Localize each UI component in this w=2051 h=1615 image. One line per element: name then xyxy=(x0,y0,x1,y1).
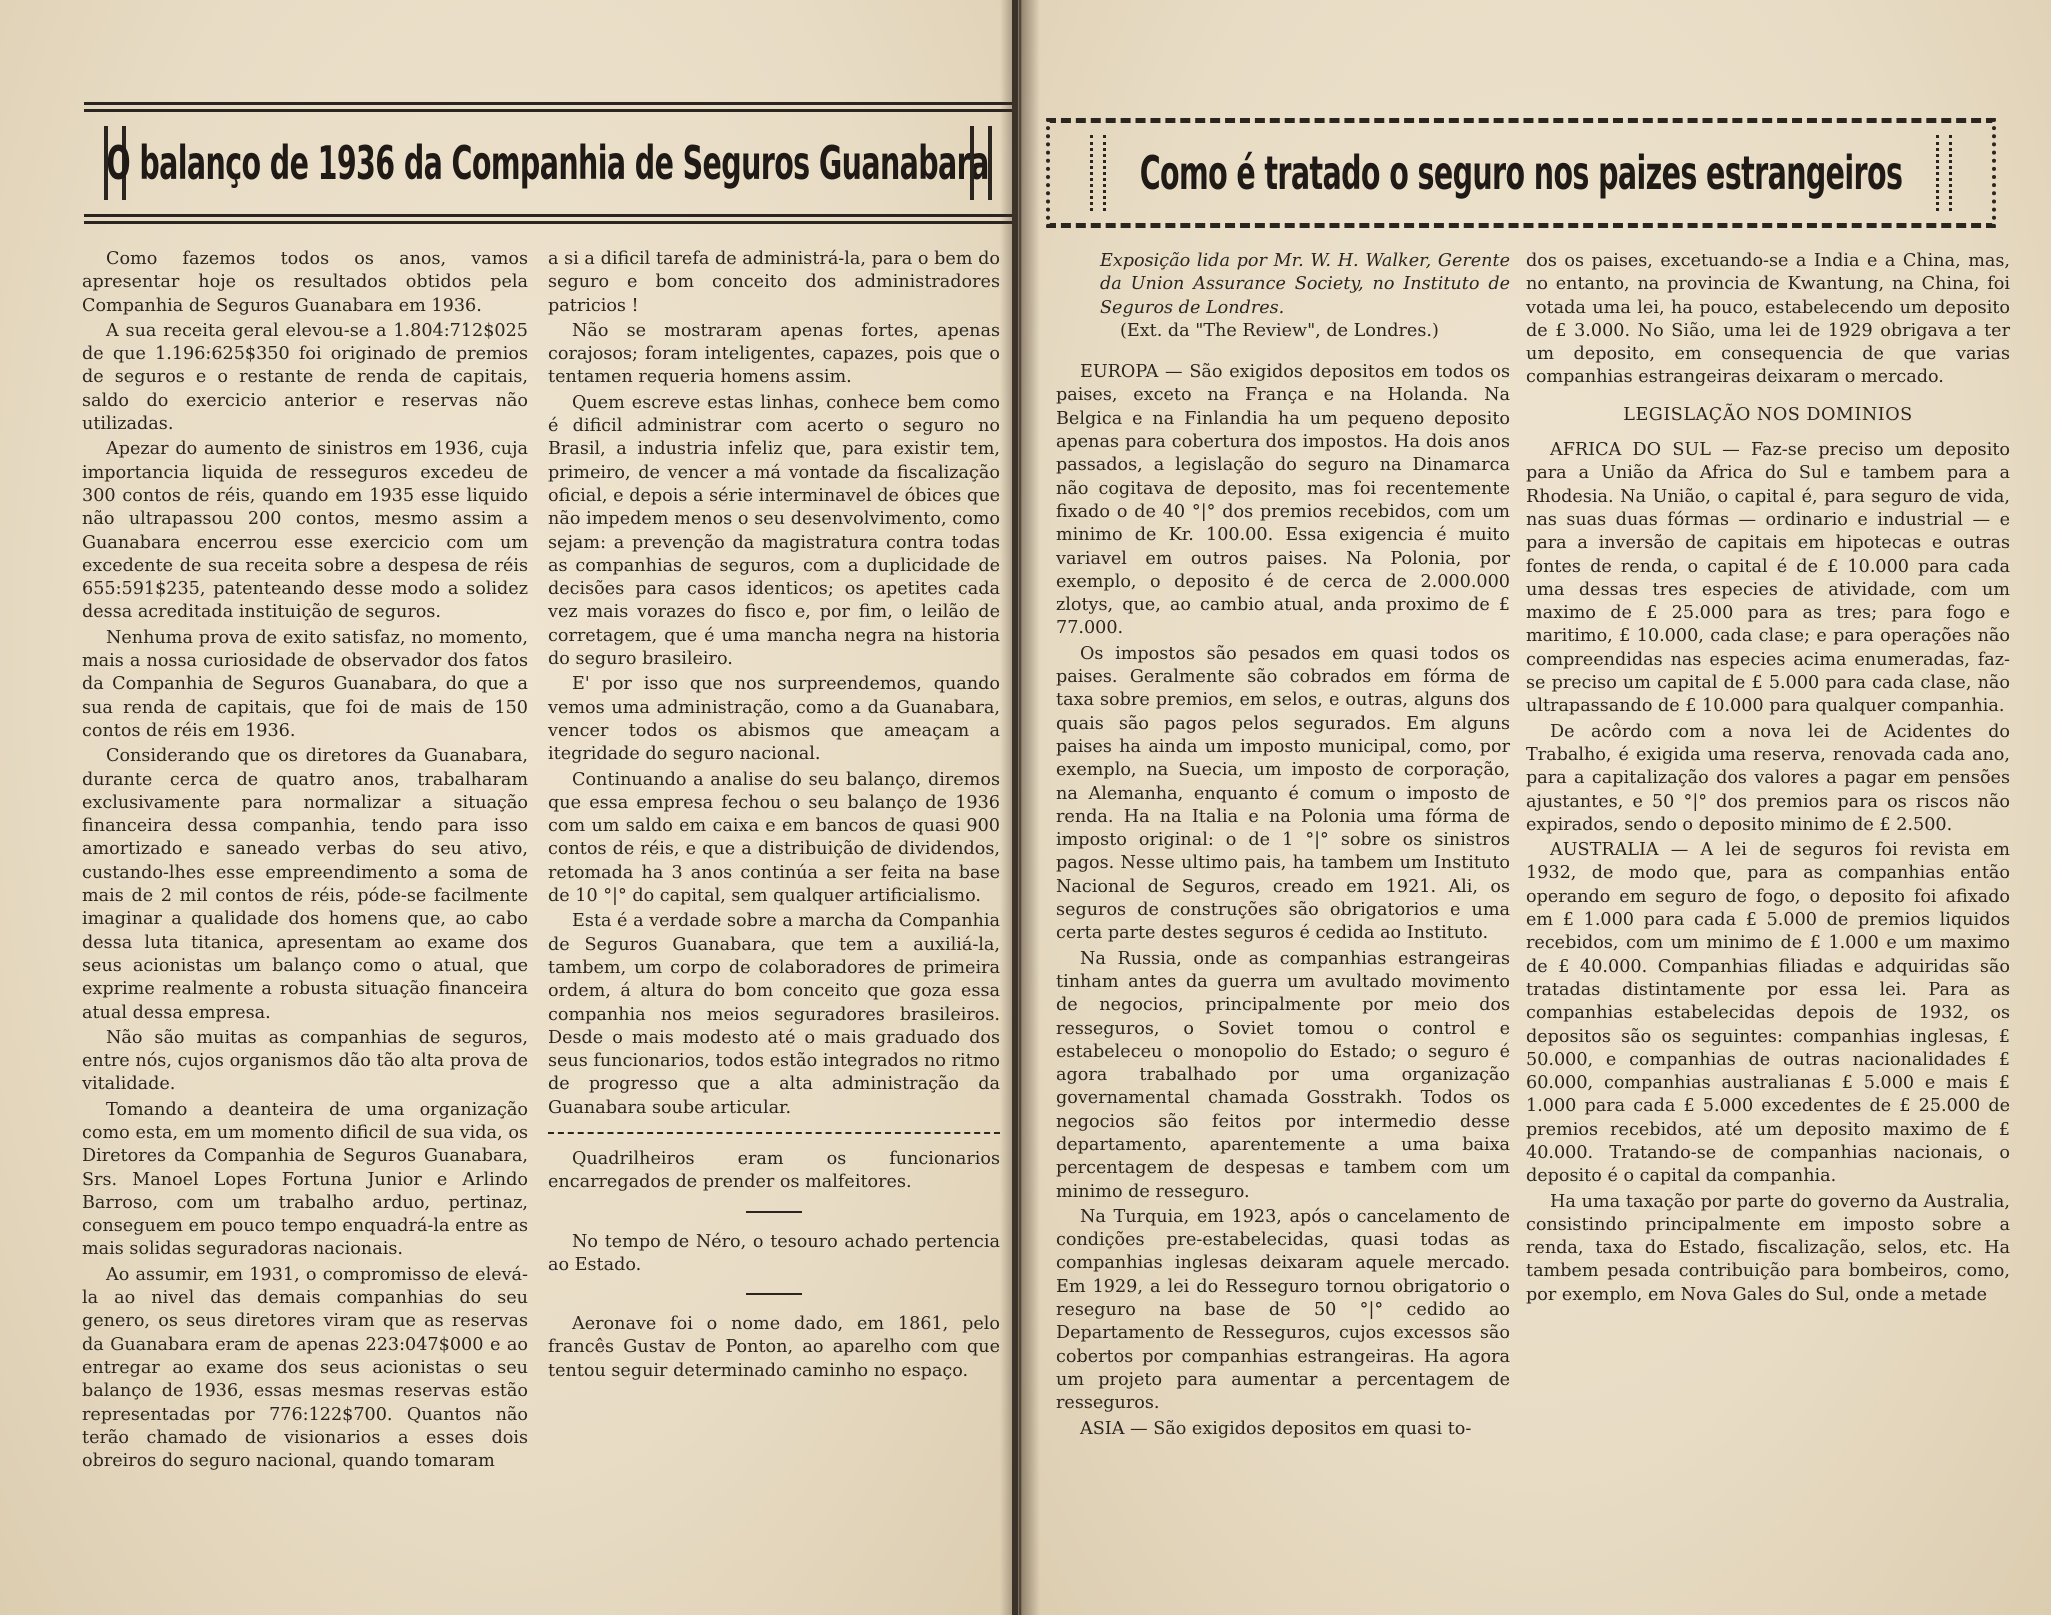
paragraph: Tomando a deanteira de uma organização como esta, em um momento dificil de sua vida, os Diretores da Companhia de Seguros Guanabara, Srs. Manoel Lopes Fortuna Junior e Arlindo Barroso, com um trabalho arduo, pertinaz, conseguem em pouco tempo enquadrá-la entre as mais solidas seguradoras nacionais. xyxy=(82,1099,528,1260)
paragraph: AUSTRALIA — A lei de seguros foi revista em 1932, de modo que, para as companhias então operando em seguro de fogo, o deposito foi afixado em £ 1.000 para cada £ 5.000 de premios liquidos recebidos, com um minimo de £ 1.000 e um maximo de £ 40.000. Companhias filiadas e adquiridas são tratadas distintamente por essa lei. Para as companhias estabelecidas depois de 1932, os depositos são os seguintes: companhias inglesas, £ 50.000, e companhias de outras nacionalidades £ 60.000, companhias australianas £ 5.000 e mais £ 1.000 para cada £ 5.000 excedentes de £ 25.000 de premios recebidos, até um deposito maximo de £ 40.000. Tratando-se de companhias nacionais, o deposito é o capital da companhia. xyxy=(1526,840,2010,1187)
note-paragraph: Aeronave foi o nome dado, em 1861, pelo francês Gustav de Ponton, ao aparelho com que tentou seguir determinado caminho no espaço. xyxy=(548,1314,1000,1381)
intro-text: Exposição lida por Mr. W. H. Walker, Gerente da Union Assurance Society, no Instituto de Seguros de Londres. xyxy=(1100,251,1510,318)
intro-source: (Ext. da "The Review", de Londres.) xyxy=(1120,320,1439,341)
paragraph: Como fazemos todos os anos, vamos apresentar hoje os resultados obtidos pela Companhia de Seguros Guanabara em 1936. xyxy=(82,249,528,316)
paragraph: dos os paises, excetuando-se a India e a China, mas, no entanto, na provincia de Kwantung, na China, foi votada uma lei, ha pouco, estabelecendo um deposito de £ 3.000. No Sião, uma lei de 1929 obrigava a ter um deposito, em consequencia de que varias companhias estrangeiras deixaram o mercado. xyxy=(1526,251,2010,388)
paragraph: EUROPA — São exigidos depositos em todos os paises, exceto na França e na Holanda. Na Belgica e na Finlandia ha um pequeno deposito apenas para cobertura dos impostos. Ha dois anos passados, a legislação do seguro na Dinamarca não cogitava de deposito, mas foi recentemente fixado o de 40 °|° dos premios recebidos, com um minimo de Kr. 100.00. Essa exigencia é muito variavel em outros paises. Na Polonia, por exemplo, o deposito é de cerca de 2.000.000 zlotys, que, ao cambio atual, anda proximo de £ 77.000. xyxy=(1056,362,1510,639)
paragraph: Esta é a verdade sobre a marcha da Companhia de Seguros Guanabara, que tem a auxiliá-la, tambem, um corpo de colaboradores de primeira ordem, á altura do bom conceito que goza essa companhia nos meios seguradores brasileiros. Desde o mais modesto até o mais graduado dos seus funcionarios, todos estão integrados no ritmo de progresso que a alta administração da Guanabara soube articular. xyxy=(548,911,1000,1118)
note-paragraph: No tempo de Néro, o tesouro achado pertencia ao Estado. xyxy=(548,1231,1000,1275)
paragraph: Apezar do aumento de sinistros em 1936, cuja importancia liquida de resseguros excedeu de 300 contos de réis, quando em 1935 esse liquido não ultrapassou 200 contos, mesmo assim a Guanabara encerrou esse exercicio com um excedente de sua receita sobre a despesa de réis 655:591$235, patenteando desse modo a solidez dessa acreditada instituição de seguros. xyxy=(82,439,528,623)
left-page xyxy=(0,0,1012,1615)
right-column-2 xyxy=(1526,250,2010,1309)
left-column-1 xyxy=(82,248,528,1475)
paragraph: Na Turquia, em 1923, após o cancelamento de condições pre-estabelecidas, quasi todas as companhias inglesas deixaram aquele mercado. Em 1929, a lei do Resseguro tornou obrigatorio o reseguro na base de 50 °|° cedido ao Departamento de Resseguros, cujos excessos são cobertos por companhias estrangeiras. Ha agora um projeto para aumentar a percentagem de resseguros. xyxy=(1056,1206,1510,1414)
left-title-banner xyxy=(84,102,1012,224)
right-page xyxy=(1018,0,2051,1615)
paragraph: Continuando a analise do seu balanço, diremos que essa empresa fechou o seu balanço de 1936 com um saldo em caixa e em bancos de quasi 900 contos de réis, e que a distribuição de dividendos, retomada ha 3 anos continúa a ser feita na base de 10 °|° do capital, sem qualquer artificialismo. xyxy=(548,769,1000,907)
right-column-1 xyxy=(1056,250,1510,1443)
paragraph: Nenhuma prova de exito satisfaz, no momento, mais a nossa curiosidade de observador dos fatos da Companhia de Seguros Guanabara, do que a sua renda de capitais, que foi de mais de 150 contos de réis em 1936. xyxy=(82,627,528,741)
dashed-divider xyxy=(548,1132,1000,1134)
paragraph: De acôrdo com a nova lei de Acidentes do Trabalho, é exigida uma reserva, renovada cada ano, para a capitalização dos valores a pagar em pensões ajustantes, e 50 °|° dos premios para os riscos não expirados, sendo o deposito minimo de £ 2.500. xyxy=(1526,721,2010,835)
left-column-2 xyxy=(548,248,1000,1385)
paragraph: A sua receita geral elevou-se a 1.804:712$025 de que 1.196:625$350 foi originado de premios de seguros e o restante de renda de capitais, saldo do exercicio anterior e reservas não utilizadas. xyxy=(82,320,528,435)
paragraph: Considerando que os diretores da Guanabara, durante cerca de quatro anos, trabalharam exclusivamente para normalizar a situação financeira dessa companhia, tendo para isso amortizado e saneado verbas do seu ativo, custando-lhes esse empreendimento a soma de mais de 2 mil contos de réis, póde-se facilmente imaginar a qualidade dos homens que, ao cabo dessa luta titanica, apresentam ao exame dos seus acionistas um balanço como o atual, que exprime realmente a robusta situação financeira atual dessa empresa. xyxy=(82,746,528,1023)
left-article-title: O balanço de 1936 da Companhia de Seguros Guanabara xyxy=(106,136,990,190)
section-heading: LEGISLAÇÃO NOS DOMINIOS xyxy=(1623,404,1913,425)
short-divider xyxy=(746,1211,802,1213)
paragraph: Os impostos são pesados em quasi todos os paises. Geralmente são cobrados em fórma de taxa sobre premios, em selos, e outras, alguns dos quais são pagos pelos segurados. Em alguns paises ha ainda um imposto municipal, como, por exemplo, na Suecia, um imposto de corporação, na Alemanha, enquanto é comum o imposto de renda. Ha na Italia e na Polonia uma fórma de imposto original: o de 1 °|° sobre os sinistros pagos. Nesse ultimo pais, ha tambem um Instituto Nacional de Seguros, creado em 1921. Ali, os seguros de construções são obrigatorios e uma certa parte destes seguros é cedida ao Instituto. xyxy=(1056,643,1510,944)
paragraph: Não se mostraram apenas fortes, apenas corajosos; foram inteligentes, capazes, pois que o tentamen requeria homens assim. xyxy=(548,320,1000,388)
paragraph: Não são muitas as companhias de seguros, entre nós, cujos organismos dão tão alta prova de vitalidade. xyxy=(82,1027,528,1095)
right-article-title: Como é tratado o seguro nos paizes estrangeiros xyxy=(1139,146,1903,200)
paragraph: ASIA — São exigidos depositos em quasi to- xyxy=(1080,1418,1472,1439)
paragraph: AFRICA DO SUL — Faz-se preciso um deposito para a União da Africa do Sul e tambem para a Rhodesia. Na União, o capital é, para seguro de vida, nas suas duas fórmas — ordinario e industrial — e para a inversão de capitais em hipotecas e outras fontes de renda, o capital é de £ 10.000 para cada uma dessas tres especies de atividade, com um maximo de £ 25.000 para as tres; para fogo e maritimo, £ 10.000, cada clase; e para operações não compreendidas nas especies acima enumeradas, faz-se preciso um capital de £ 5.000 para cada clase, não ultrapassando de £ 10.000 para qualquer companhia. xyxy=(1526,440,2010,717)
paragraph: Na Russia, onde as companhias estrangeiras tinham antes da guerra um avultado movimento de negocios, principalmente por meio dos resseguros, o Soviet tomou o control e estabeleceu o monopolio do Estado; o seguro é agora trabalhado por uma organização governamental chamada Gosstrakh. Todos os negocios são feitos por intermedio desse departamento, aparentemente a uma baixa percentagem de despesas e tambem com um minimo de resseguro. xyxy=(1056,948,1510,1202)
intro-byline xyxy=(1056,250,1510,343)
paragraph: a si a dificil tarefa de administrá-la, para o bem do seguro e bom conceito dos administradores patricios ! xyxy=(548,249,1000,316)
paragraph: Ha uma taxação por parte do governo da Australia, consistindo principalmente em imposto sobre a renda, taxa do Estado, fiscalização, selos, etc. Ha tambem pesada contribuição para bombeiros, como, por exemplo, em Nova Gales do Sul, onde a metade xyxy=(1526,1191,2010,1305)
paragraph: E' por isso que nos surpreendemos, quando vemos uma administração, como a da Guanabara, vencer todos os abismos que ameaçam a itegridade do seguro nacional. xyxy=(548,674,1000,765)
paragraph: Quem escreve estas linhas, conhece bem como é dificil administrar com acerto o seguro no Brasil, a industria infeliz que, para existir tem, primeiro, de vencer a má vontade da fiscalização oficial, e depois a série interminavel de óbices que não impedem menos o seu desenvolvimento, como sejam: a prevenção da magistratura contra todas as companhias de seguros, com a duplicidade de decisões para casos identicos; os apetites cada vez mais vorazes do fisco e, por fim, o leilão de corretagem, que é uma mancha negra na historia do seguro brasileiro. xyxy=(548,392,1000,670)
right-title-banner xyxy=(1046,118,1996,228)
paragraph: Ao assumir, em 1931, o compromisso de elevá-la ao nivel das demais companhias do seu genero, os seus diretores viram que as reservas da Guanabara eram de apenas 223:047$000 e ao entregar ao exame dos seus acionistas o seu balanço de 1936, essas mesmas reservas estão representadas por 776:122$700. Quantos não terão chamado de visionarios a esses dois obreiros do seguro nacional, quando tomaram xyxy=(82,1264,528,1472)
short-divider xyxy=(746,1293,802,1295)
note-paragraph: Quadrilheiros eram os funcionarios encarregados de prender os malfeitores. xyxy=(548,1148,1000,1193)
